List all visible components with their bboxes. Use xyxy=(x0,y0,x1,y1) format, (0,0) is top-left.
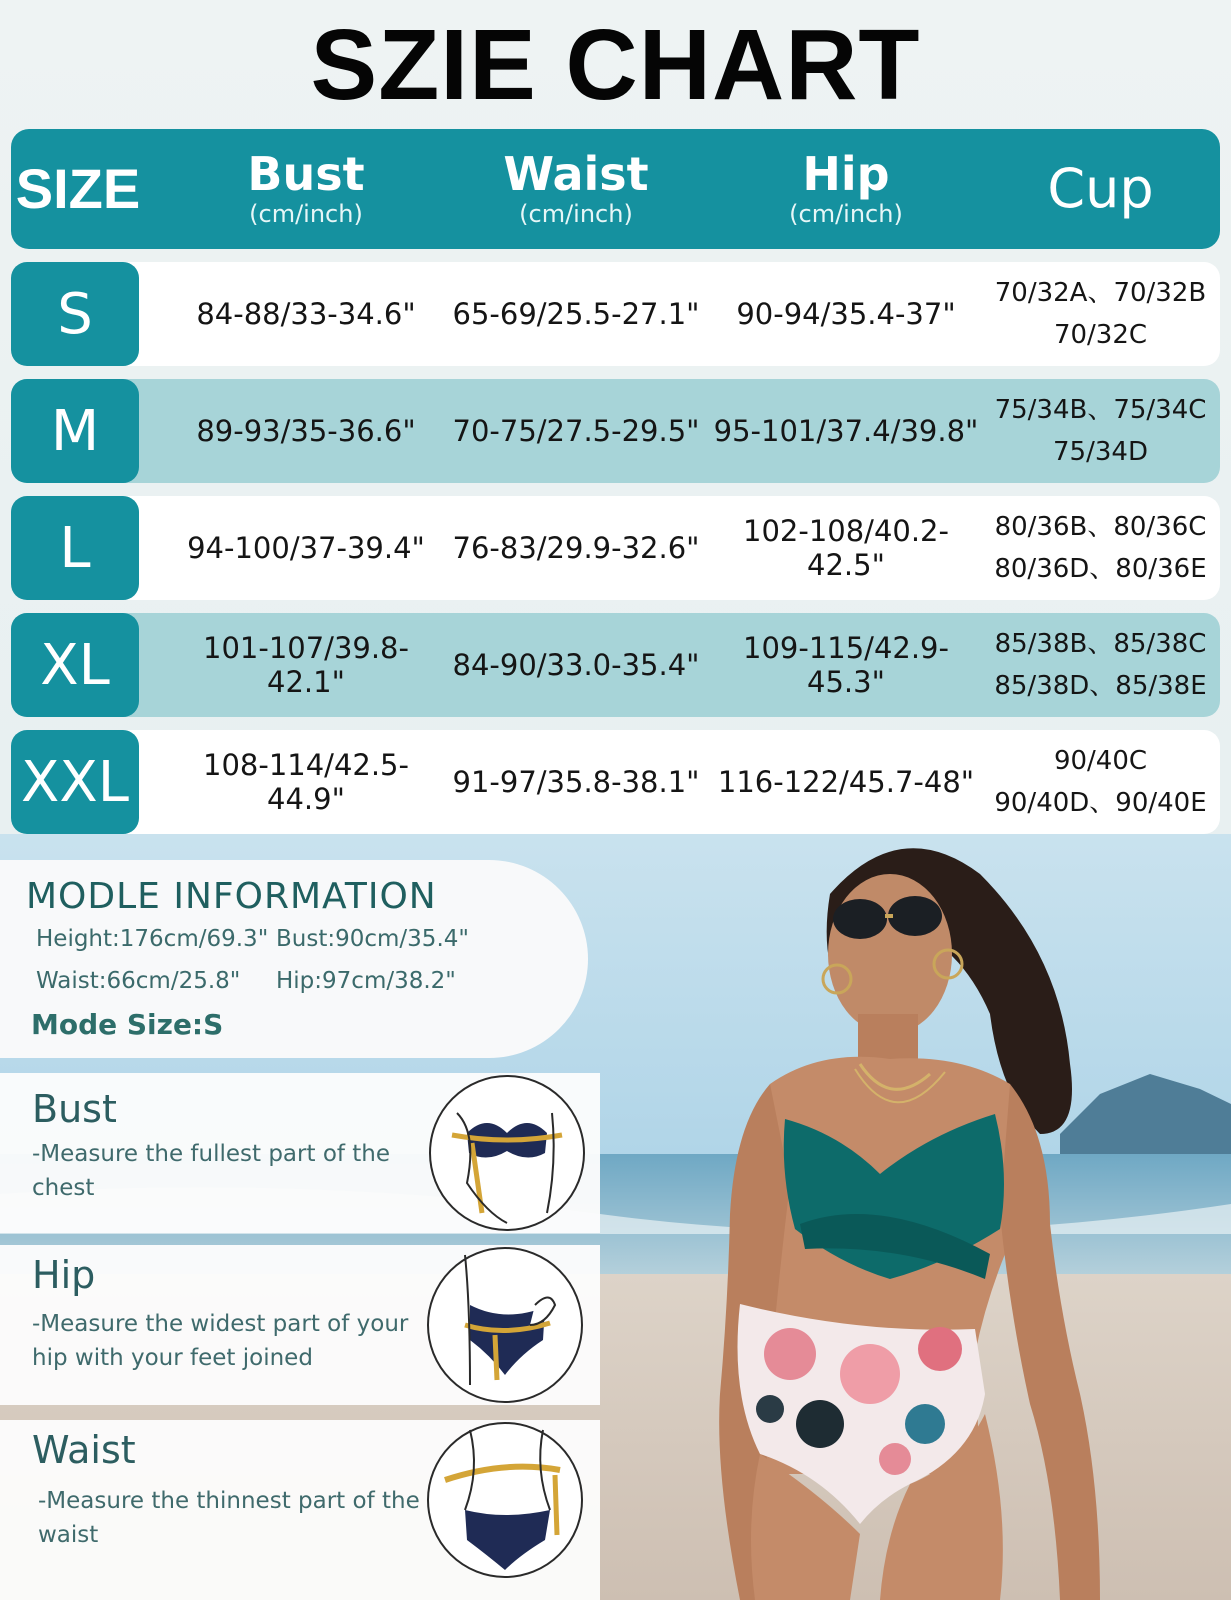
table-row xyxy=(11,730,1220,834)
model-info-panel xyxy=(0,860,588,1058)
row-cup xyxy=(981,613,1220,717)
header-waist-unit: (cm/inch) xyxy=(519,200,633,228)
row-waist: 84-90/33.0-35.4" xyxy=(452,648,700,682)
row-hip: 109-115/42.9-45.3" xyxy=(743,631,949,699)
row-cup-line2: 75/34D xyxy=(1053,437,1148,467)
row-bust: 101-107/39.8-42.1" xyxy=(203,631,409,699)
header-waist xyxy=(441,129,711,249)
header-bust-unit: (cm/inch) xyxy=(249,200,363,228)
row-cup xyxy=(981,379,1220,483)
model-bust: Bust:90cm/35.4" xyxy=(276,926,469,952)
row-waist: 76-83/29.9-32.6" xyxy=(452,531,700,565)
row-cup-line2: 80/36D、80/36E xyxy=(994,554,1207,584)
row-waist: 65-69/25.5-27.1" xyxy=(452,297,700,331)
row-cup-line2: 70/32C xyxy=(1053,320,1148,350)
row-size-label: L xyxy=(11,496,139,600)
bust-measure-desc-1: -Measure the fullest part of the xyxy=(32,1141,391,1167)
size-table-header xyxy=(11,129,1220,249)
header-hip-unit: (cm/inch) xyxy=(789,200,903,228)
row-cup xyxy=(981,262,1220,366)
waist-measure-desc-1: -Measure the thinnest part of the xyxy=(38,1488,420,1514)
row-cup xyxy=(981,730,1220,834)
model-waist: Waist:66cm/25.8" xyxy=(36,968,241,994)
row-cup-line1: 85/38B、85/38C xyxy=(994,629,1207,659)
row-waist: 70-75/27.5-29.5" xyxy=(452,414,700,448)
row-cup-line1: 90/40C xyxy=(1053,746,1148,776)
header-waist-label: Waist xyxy=(503,147,649,201)
header-bust xyxy=(171,129,441,249)
header-hip-label: Hip xyxy=(802,147,890,201)
waist-measure-icon xyxy=(425,1420,585,1580)
row-bust: 84-88/33-34.6" xyxy=(196,297,416,331)
row-hip: 90-94/35.4-37" xyxy=(736,297,956,331)
bust-measure-desc-2: chest xyxy=(32,1175,95,1201)
row-size-label: M xyxy=(11,379,139,483)
model-size: Mode Size:S xyxy=(31,1008,224,1041)
header-hip xyxy=(711,129,981,249)
hip-measure-desc-1: -Measure the widest part of your xyxy=(32,1311,409,1337)
table-row xyxy=(11,496,1220,600)
waist-measure-desc-2: waist xyxy=(38,1522,99,1548)
header-size-label: SIZE xyxy=(15,157,141,220)
table-row xyxy=(11,262,1220,366)
table-row xyxy=(11,379,1220,483)
bust-measure-title: Bust xyxy=(32,1087,117,1131)
row-hip: 116-122/45.7-48" xyxy=(717,765,975,799)
model-info-heading: MODLE INFORMATION xyxy=(26,876,437,917)
bust-measure-panel xyxy=(0,1073,600,1233)
row-hip: 95-101/37.4/39.8" xyxy=(713,414,979,448)
table-row xyxy=(11,613,1220,717)
row-bust: 89-93/35-36.6" xyxy=(196,414,416,448)
row-size-label: XL xyxy=(11,613,139,717)
row-bust: 108-114/42.5-44.9" xyxy=(203,748,409,816)
header-bust-label: Bust xyxy=(247,147,365,201)
header-cup xyxy=(981,129,1220,249)
header-cup-label: Cup xyxy=(1047,157,1154,220)
hip-measure-title: Hip xyxy=(32,1253,96,1297)
model-hip: Hip:97cm/38.2" xyxy=(276,968,456,994)
row-cup-line1: 80/36B、80/36C xyxy=(994,512,1207,542)
row-size-label: S xyxy=(11,262,139,366)
model-height: Height:176cm/69.3" xyxy=(36,926,269,952)
hip-measure-panel xyxy=(0,1245,600,1405)
hip-measure-icon xyxy=(425,1245,585,1405)
header-size xyxy=(11,129,145,249)
row-waist: 91-97/35.8-38.1" xyxy=(452,765,700,799)
row-cup-line1: 75/34B、75/34C xyxy=(994,395,1207,425)
row-cup xyxy=(981,496,1220,600)
hip-measure-desc-2: hip with your feet joined xyxy=(32,1345,313,1371)
waist-measure-panel xyxy=(0,1420,600,1600)
row-size-label: XXL xyxy=(11,730,139,834)
page-title: SZIE CHART xyxy=(310,9,921,121)
row-cup-line1: 70/32A、70/32B xyxy=(994,278,1207,308)
row-cup-line2: 85/38D、85/38E xyxy=(994,671,1207,701)
row-hip: 102-108/40.2-42.5" xyxy=(743,514,949,582)
waist-measure-title: Waist xyxy=(32,1428,136,1472)
bust-measure-icon xyxy=(427,1073,587,1233)
row-bust: 94-100/37-39.4" xyxy=(187,531,425,565)
row-cup-line2: 90/40D、90/40E xyxy=(994,788,1207,818)
